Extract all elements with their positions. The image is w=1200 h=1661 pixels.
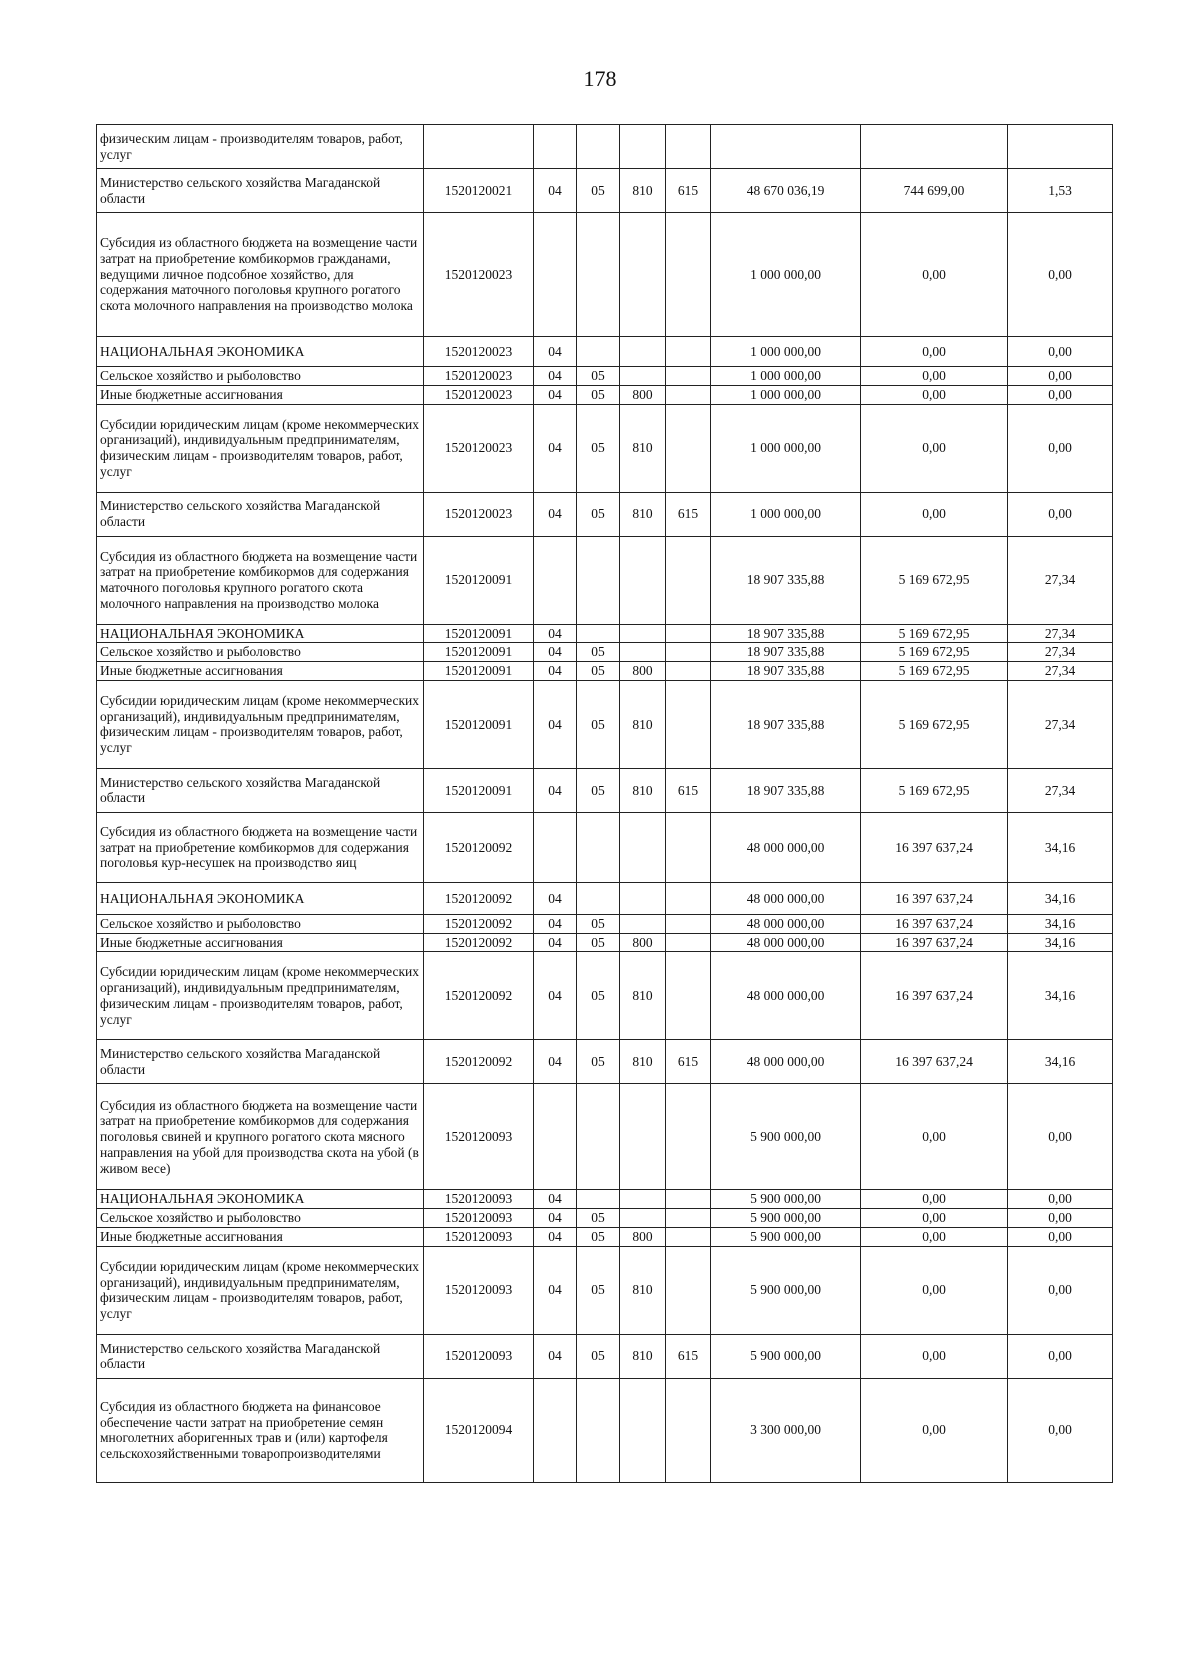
section-cell: 04	[534, 492, 577, 536]
percent-cell: 0,00	[1008, 404, 1113, 492]
target-code-cell: 1520120023	[424, 492, 534, 536]
administrator-cell	[666, 404, 711, 492]
executed-amount-cell: 744 699,00	[861, 169, 1008, 213]
administrator-cell	[666, 536, 711, 624]
subsection-cell	[577, 1378, 620, 1482]
name-cell: Субсидия из областного бюджета на возмещение части затрат на приобретение комбикормов для содержания поголовья кур-несушек на производство яиц	[97, 812, 424, 882]
administrator-cell	[666, 1084, 711, 1190]
administrator-cell	[666, 1246, 711, 1334]
page-number: 178	[583, 66, 617, 91]
expense-type-cell	[620, 643, 666, 662]
table-row	[97, 404, 1113, 492]
name-cell: Министерство сельского хозяйства Магаданской области	[97, 1040, 424, 1084]
target-code-cell: 1520120094	[424, 1378, 534, 1482]
target-code-cell: 1520120091	[424, 624, 534, 643]
administrator-cell	[666, 952, 711, 1040]
executed-amount-cell: 16 397 637,24	[861, 812, 1008, 882]
table-row	[97, 1190, 1113, 1209]
expense-type-cell: 810	[620, 169, 666, 213]
target-code-cell: 1520120093	[424, 1246, 534, 1334]
table-row	[97, 952, 1113, 1040]
expense-type-cell	[620, 812, 666, 882]
executed-amount-cell: 16 397 637,24	[861, 933, 1008, 952]
plan-amount-cell: 48 000 000,00	[711, 914, 861, 933]
expense-type-cell	[620, 624, 666, 643]
percent-cell: 1,53	[1008, 169, 1113, 213]
plan-amount-cell: 48 000 000,00	[711, 1040, 861, 1084]
table-row	[97, 680, 1113, 768]
percent-cell: 0,00	[1008, 337, 1113, 367]
percent-cell: 34,16	[1008, 933, 1113, 952]
table-row	[97, 933, 1113, 952]
section-cell	[534, 1378, 577, 1482]
administrator-cell: 615	[666, 169, 711, 213]
expense-type-cell: 810	[620, 768, 666, 812]
subsection-cell: 05	[577, 1040, 620, 1084]
target-code-cell: 1520120023	[424, 367, 534, 386]
subsection-cell: 05	[577, 404, 620, 492]
plan-amount-cell: 1 000 000,00	[711, 337, 861, 367]
name-cell: Иные бюджетные ассигнования	[97, 385, 424, 404]
name-cell: Министерство сельского хозяйства Магаданской области	[97, 768, 424, 812]
administrator-cell	[666, 367, 711, 386]
administrator-cell	[666, 1228, 711, 1247]
table-row	[97, 1334, 1113, 1378]
percent-cell: 0,00	[1008, 385, 1113, 404]
percent-cell: 34,16	[1008, 914, 1113, 933]
name-cell: Иные бюджетные ассигнования	[97, 933, 424, 952]
administrator-cell	[666, 914, 711, 933]
target-code-cell: 1520120092	[424, 952, 534, 1040]
table-row	[97, 169, 1113, 213]
subsection-cell	[577, 812, 620, 882]
percent-cell: 27,34	[1008, 768, 1113, 812]
name-cell: физическим лицам - производителям товаров, работ, услуг	[97, 125, 424, 169]
administrator-cell: 615	[666, 768, 711, 812]
table-row	[97, 1084, 1113, 1190]
plan-amount-cell	[711, 125, 861, 169]
table-row	[97, 385, 1113, 404]
plan-amount-cell: 1 000 000,00	[711, 213, 861, 337]
percent-cell: 34,16	[1008, 812, 1113, 882]
subsection-cell	[577, 1190, 620, 1209]
budget-table	[96, 124, 1113, 1483]
section-cell: 04	[534, 385, 577, 404]
plan-amount-cell: 48 000 000,00	[711, 952, 861, 1040]
expense-type-cell: 810	[620, 1040, 666, 1084]
expense-type-cell: 800	[620, 385, 666, 404]
percent-cell: 27,34	[1008, 624, 1113, 643]
plan-amount-cell: 5 900 000,00	[711, 1228, 861, 1247]
plan-amount-cell: 18 907 335,88	[711, 624, 861, 643]
percent-cell: 0,00	[1008, 1084, 1113, 1190]
table-row	[97, 1378, 1113, 1482]
plan-amount-cell: 5 900 000,00	[711, 1190, 861, 1209]
percent-cell: 27,34	[1008, 643, 1113, 662]
expense-type-cell	[620, 882, 666, 914]
plan-amount-cell: 5 900 000,00	[711, 1246, 861, 1334]
plan-amount-cell: 5 900 000,00	[711, 1084, 861, 1190]
name-cell: Субсидии юридическим лицам (кроме некоммерческих организаций), индивидуальным предпринимателям, физическим лицам - производителям товаров, работ, услуг	[97, 1246, 424, 1334]
percent-cell: 34,16	[1008, 952, 1113, 1040]
target-code-cell: 1520120023	[424, 337, 534, 367]
plan-amount-cell: 18 907 335,88	[711, 768, 861, 812]
administrator-cell	[666, 1190, 711, 1209]
target-code-cell: 1520120091	[424, 768, 534, 812]
table-row	[97, 213, 1113, 337]
percent-cell: 0,00	[1008, 213, 1113, 337]
percent-cell: 0,00	[1008, 367, 1113, 386]
name-cell: НАЦИОНАЛЬНАЯ ЭКОНОМИКА	[97, 882, 424, 914]
administrator-cell	[666, 337, 711, 367]
expense-type-cell	[620, 1209, 666, 1228]
target-code-cell: 1520120092	[424, 1040, 534, 1084]
executed-amount-cell: 16 397 637,24	[861, 882, 1008, 914]
plan-amount-cell: 48 000 000,00	[711, 933, 861, 952]
name-cell: Министерство сельского хозяйства Магаданской области	[97, 492, 424, 536]
plan-amount-cell: 18 907 335,88	[711, 680, 861, 768]
subsection-cell	[577, 337, 620, 367]
expense-type-cell: 810	[620, 952, 666, 1040]
section-cell: 04	[534, 952, 577, 1040]
expense-type-cell: 810	[620, 404, 666, 492]
target-code-cell: 1520120091	[424, 643, 534, 662]
table-row	[97, 125, 1113, 169]
subsection-cell: 05	[577, 643, 620, 662]
subsection-cell: 05	[577, 367, 620, 386]
name-cell: Субсидия из областного бюджета на возмещение части затрат на приобретение комбикормов для содержания поголовья свиней и крупного рогатого скота мясного направления на убой для производства скота на убой (в живом весе)	[97, 1084, 424, 1190]
executed-amount-cell: 0,00	[861, 385, 1008, 404]
name-cell: Сельское хозяйство и рыболовство	[97, 643, 424, 662]
expense-type-cell: 800	[620, 933, 666, 952]
target-code-cell: 1520120091	[424, 680, 534, 768]
expense-type-cell: 800	[620, 1228, 666, 1247]
percent-cell: 0,00	[1008, 1209, 1113, 1228]
executed-amount-cell: 5 169 672,95	[861, 662, 1008, 681]
name-cell: Министерство сельского хозяйства Магаданской области	[97, 1334, 424, 1378]
name-cell: Сельское хозяйство и рыболовство	[97, 1209, 424, 1228]
target-code-cell: 1520120021	[424, 169, 534, 213]
percent-cell: 27,34	[1008, 680, 1113, 768]
executed-amount-cell: 0,00	[861, 1228, 1008, 1247]
table-row	[97, 492, 1113, 536]
plan-amount-cell: 1 000 000,00	[711, 404, 861, 492]
administrator-cell	[666, 643, 711, 662]
expense-type-cell	[620, 337, 666, 367]
target-code-cell: 1520120093	[424, 1334, 534, 1378]
plan-amount-cell: 5 900 000,00	[711, 1334, 861, 1378]
subsection-cell: 05	[577, 952, 620, 1040]
executed-amount-cell: 0,00	[861, 1209, 1008, 1228]
administrator-cell: 615	[666, 1040, 711, 1084]
subsection-cell: 05	[577, 662, 620, 681]
percent-cell: 34,16	[1008, 882, 1113, 914]
target-code-cell: 1520120092	[424, 933, 534, 952]
table-row	[97, 1228, 1113, 1247]
percent-cell: 34,16	[1008, 1040, 1113, 1084]
name-cell: Субсидии юридическим лицам (кроме некоммерческих организаций), индивидуальным предпринимателям, физическим лицам - производителям товаров, работ, услуг	[97, 952, 424, 1040]
administrator-cell: 615	[666, 492, 711, 536]
plan-amount-cell: 18 907 335,88	[711, 662, 861, 681]
table-row	[97, 1209, 1113, 1228]
name-cell: НАЦИОНАЛЬНАЯ ЭКОНОМИКА	[97, 1190, 424, 1209]
expense-type-cell	[620, 367, 666, 386]
expense-type-cell: 800	[620, 662, 666, 681]
name-cell: Сельское хозяйство и рыболовство	[97, 367, 424, 386]
section-cell: 04	[534, 643, 577, 662]
administrator-cell	[666, 125, 711, 169]
expense-type-cell: 810	[620, 492, 666, 536]
executed-amount-cell: 16 397 637,24	[861, 952, 1008, 1040]
target-code-cell: 1520120091	[424, 536, 534, 624]
section-cell: 04	[534, 624, 577, 643]
expense-type-cell	[620, 1378, 666, 1482]
plan-amount-cell: 48 670 036,19	[711, 169, 861, 213]
section-cell: 04	[534, 169, 577, 213]
executed-amount-cell: 16 397 637,24	[861, 1040, 1008, 1084]
target-code-cell: 1520120093	[424, 1190, 534, 1209]
administrator-cell: 615	[666, 1334, 711, 1378]
target-code-cell	[424, 125, 534, 169]
plan-amount-cell: 48 000 000,00	[711, 812, 861, 882]
name-cell: Субсидия из областного бюджета на возмещение части затрат на приобретение комбикормов гражданами, ведущими личное подсобное хозяйство, для содержания маточного поголовья крупного рогатого скота молочного направления на производство молока	[97, 213, 424, 337]
name-cell: Субсидия из областного бюджета на возмещение части затрат на приобретение комбикормов для содержания маточного поголовья крупного рогатого скота молочного направления на производство молока	[97, 536, 424, 624]
administrator-cell	[666, 662, 711, 681]
name-cell: Министерство сельского хозяйства Магаданской области	[97, 169, 424, 213]
administrator-cell	[666, 1378, 711, 1482]
name-cell: Субсидия из областного бюджета на финансовое обеспечение части затрат на приобретение семян многолетних аборигенных трав и (или) картофеля сельскохозяйственными товаропроизводителями	[97, 1378, 424, 1482]
executed-amount-cell: 5 169 672,95	[861, 680, 1008, 768]
table-row	[97, 768, 1113, 812]
section-cell: 04	[534, 933, 577, 952]
administrator-cell	[666, 624, 711, 643]
table-row	[97, 367, 1113, 386]
table-row	[97, 1246, 1113, 1334]
expense-type-cell: 810	[620, 680, 666, 768]
subsection-cell	[577, 1084, 620, 1190]
target-code-cell: 1520120023	[424, 213, 534, 337]
executed-amount-cell: 0,00	[861, 1190, 1008, 1209]
section-cell: 04	[534, 1228, 577, 1247]
section-cell	[534, 812, 577, 882]
section-cell: 04	[534, 337, 577, 367]
executed-amount-cell: 0,00	[861, 337, 1008, 367]
section-cell	[534, 125, 577, 169]
table-row	[97, 914, 1113, 933]
expense-type-cell	[620, 914, 666, 933]
section-cell: 04	[534, 1209, 577, 1228]
name-cell: Сельское хозяйство и рыболовство	[97, 914, 424, 933]
percent-cell	[1008, 125, 1113, 169]
section-cell: 04	[534, 1040, 577, 1084]
subsection-cell: 05	[577, 768, 620, 812]
subsection-cell: 05	[577, 1246, 620, 1334]
table-body	[97, 125, 1113, 1483]
administrator-cell	[666, 812, 711, 882]
executed-amount-cell: 16 397 637,24	[861, 914, 1008, 933]
target-code-cell: 1520120093	[424, 1209, 534, 1228]
administrator-cell	[666, 882, 711, 914]
subsection-cell: 05	[577, 933, 620, 952]
target-code-cell: 1520120023	[424, 404, 534, 492]
table-row	[97, 1040, 1113, 1084]
executed-amount-cell: 0,00	[861, 404, 1008, 492]
section-cell: 04	[534, 882, 577, 914]
plan-amount-cell: 18 907 335,88	[711, 536, 861, 624]
executed-amount-cell: 0,00	[861, 367, 1008, 386]
executed-amount-cell: 0,00	[861, 1084, 1008, 1190]
table-row	[97, 882, 1113, 914]
administrator-cell	[666, 385, 711, 404]
section-cell: 04	[534, 914, 577, 933]
administrator-cell	[666, 213, 711, 337]
expense-type-cell	[620, 536, 666, 624]
plan-amount-cell: 1 000 000,00	[711, 385, 861, 404]
section-cell: 04	[534, 1190, 577, 1209]
subsection-cell: 05	[577, 1209, 620, 1228]
expense-type-cell: 810	[620, 1246, 666, 1334]
plan-amount-cell: 1 000 000,00	[711, 367, 861, 386]
percent-cell: 27,34	[1008, 536, 1113, 624]
target-code-cell: 1520120092	[424, 882, 534, 914]
subsection-cell: 05	[577, 1228, 620, 1247]
target-code-cell: 1520120023	[424, 385, 534, 404]
table-row	[97, 536, 1113, 624]
plan-amount-cell: 48 000 000,00	[711, 882, 861, 914]
executed-amount-cell	[861, 125, 1008, 169]
executed-amount-cell: 5 169 672,95	[861, 536, 1008, 624]
expense-type-cell	[620, 125, 666, 169]
subsection-cell	[577, 882, 620, 914]
executed-amount-cell: 0,00	[861, 213, 1008, 337]
percent-cell: 27,34	[1008, 662, 1113, 681]
executed-amount-cell: 0,00	[861, 492, 1008, 536]
subsection-cell	[577, 213, 620, 337]
executed-amount-cell: 5 169 672,95	[861, 643, 1008, 662]
subsection-cell: 05	[577, 914, 620, 933]
plan-amount-cell: 3 300 000,00	[711, 1378, 861, 1482]
subsection-cell: 05	[577, 492, 620, 536]
name-cell: Иные бюджетные ассигнования	[97, 662, 424, 681]
table-row	[97, 662, 1113, 681]
administrator-cell	[666, 1209, 711, 1228]
expense-type-cell	[620, 1084, 666, 1190]
percent-cell: 0,00	[1008, 1334, 1113, 1378]
name-cell: Субсидии юридическим лицам (кроме некоммерческих организаций), индивидуальным предпринимателям, физическим лицам - производителям товаров, работ, услуг	[97, 680, 424, 768]
table-row	[97, 643, 1113, 662]
plan-amount-cell: 1 000 000,00	[711, 492, 861, 536]
name-cell: Иные бюджетные ассигнования	[97, 1228, 424, 1247]
subsection-cell	[577, 536, 620, 624]
executed-amount-cell: 5 169 672,95	[861, 624, 1008, 643]
administrator-cell	[666, 680, 711, 768]
executed-amount-cell: 5 169 672,95	[861, 768, 1008, 812]
table-row	[97, 624, 1113, 643]
target-code-cell: 1520120092	[424, 812, 534, 882]
section-cell: 04	[534, 1334, 577, 1378]
administrator-cell	[666, 933, 711, 952]
plan-amount-cell: 18 907 335,88	[711, 643, 861, 662]
target-code-cell: 1520120091	[424, 662, 534, 681]
percent-cell: 0,00	[1008, 1378, 1113, 1482]
expense-type-cell	[620, 1190, 666, 1209]
section-cell	[534, 213, 577, 337]
section-cell: 04	[534, 680, 577, 768]
section-cell: 04	[534, 404, 577, 492]
subsection-cell	[577, 125, 620, 169]
subsection-cell: 05	[577, 385, 620, 404]
subsection-cell: 05	[577, 1334, 620, 1378]
section-cell: 04	[534, 662, 577, 681]
subsection-cell: 05	[577, 169, 620, 213]
name-cell: Субсидии юридическим лицам (кроме некоммерческих организаций), индивидуальным предпринимателям, физическим лицам - производителям товаров, работ, услуг	[97, 404, 424, 492]
subsection-cell: 05	[577, 680, 620, 768]
expense-type-cell	[620, 213, 666, 337]
executed-amount-cell: 0,00	[861, 1334, 1008, 1378]
section-cell: 04	[534, 1246, 577, 1334]
section-cell	[534, 1084, 577, 1190]
section-cell: 04	[534, 768, 577, 812]
subsection-cell	[577, 624, 620, 643]
table-row	[97, 812, 1113, 882]
percent-cell: 0,00	[1008, 1228, 1113, 1247]
section-cell	[534, 536, 577, 624]
percent-cell: 0,00	[1008, 492, 1113, 536]
executed-amount-cell: 0,00	[861, 1246, 1008, 1334]
percent-cell: 0,00	[1008, 1190, 1113, 1209]
target-code-cell: 1520120092	[424, 914, 534, 933]
plan-amount-cell: 5 900 000,00	[711, 1209, 861, 1228]
target-code-cell: 1520120093	[424, 1228, 534, 1247]
name-cell: НАЦИОНАЛЬНАЯ ЭКОНОМИКА	[97, 337, 424, 367]
section-cell: 04	[534, 367, 577, 386]
executed-amount-cell: 0,00	[861, 1378, 1008, 1482]
target-code-cell: 1520120093	[424, 1084, 534, 1190]
name-cell: НАЦИОНАЛЬНАЯ ЭКОНОМИКА	[97, 624, 424, 643]
expense-type-cell: 810	[620, 1334, 666, 1378]
table-row	[97, 337, 1113, 367]
percent-cell: 0,00	[1008, 1246, 1113, 1334]
